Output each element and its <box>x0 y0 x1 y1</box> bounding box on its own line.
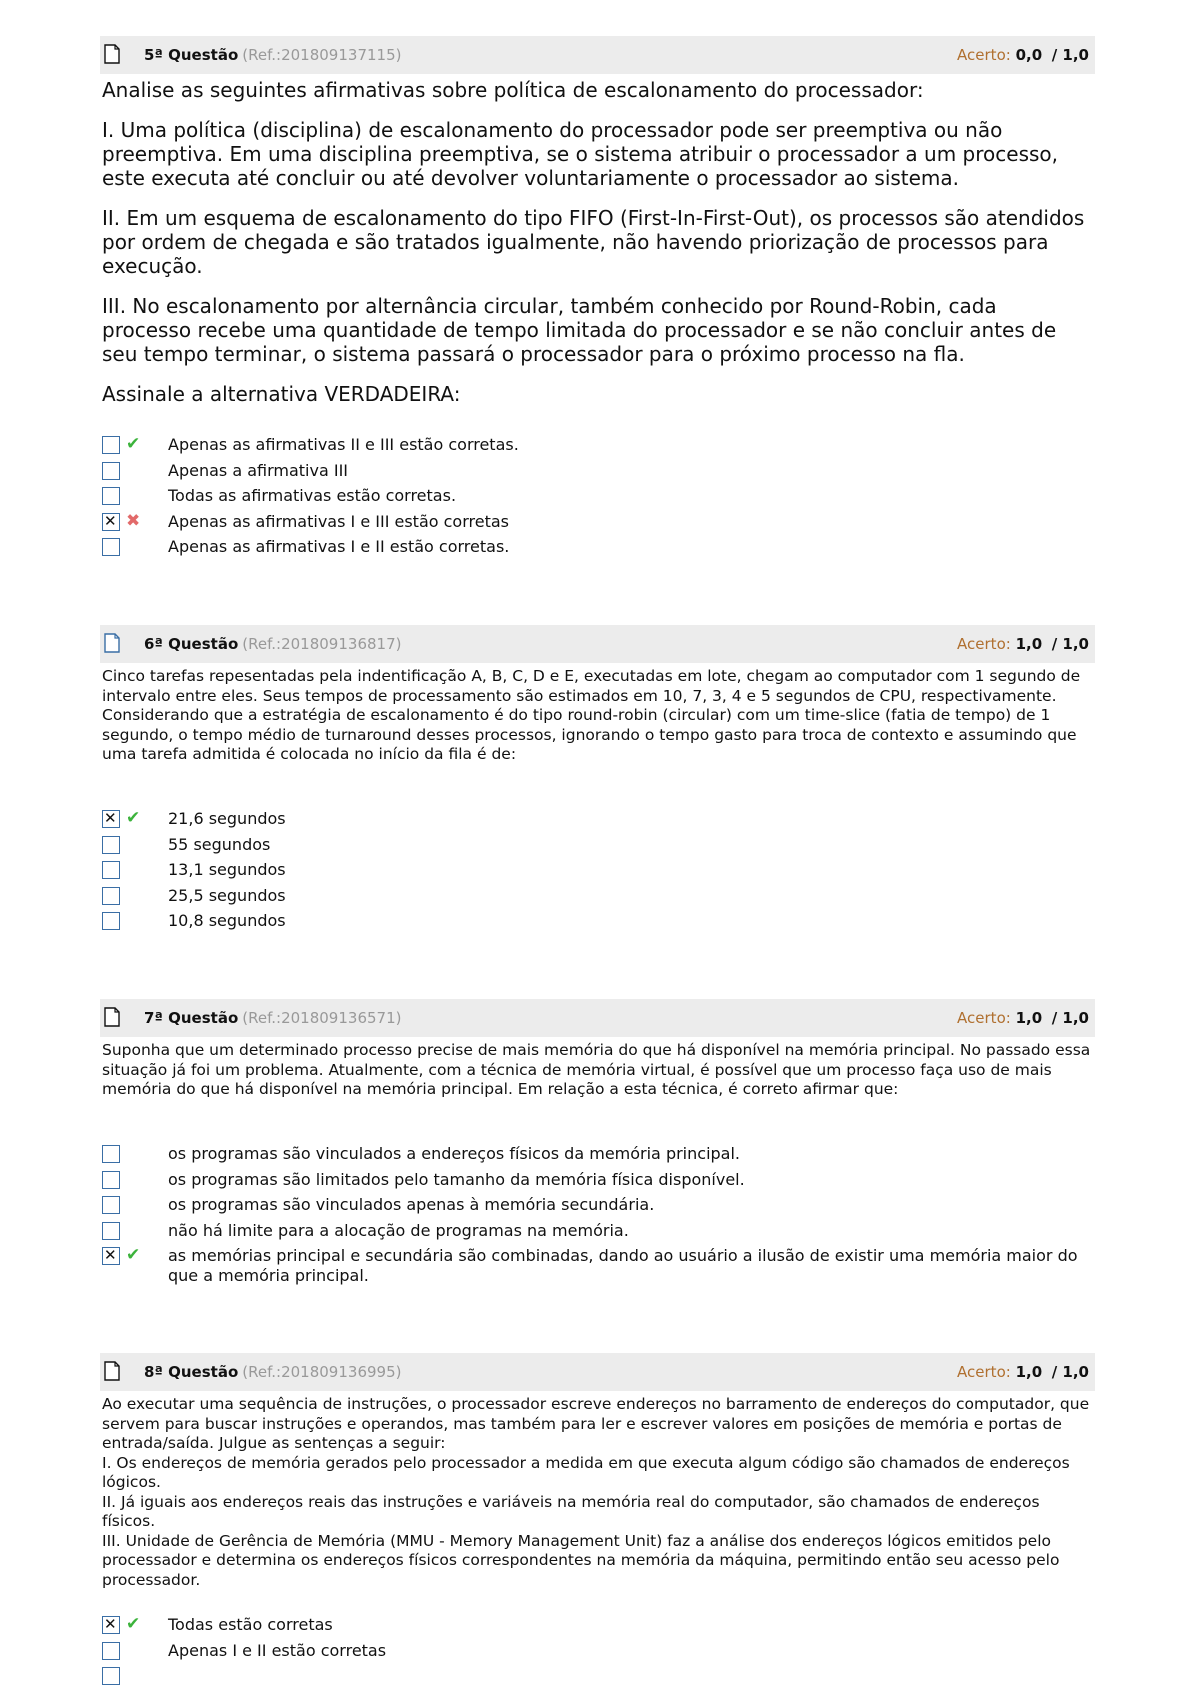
question-ref: (Ref.:201809136571) <box>242 1009 402 1027</box>
checkbox[interactable] <box>102 1145 120 1163</box>
document-icon <box>104 633 120 653</box>
question-6 <box>100 625 1095 930</box>
option-label: os programas são limitados pelo tamanho da memória física disponível. <box>168 1169 745 1189</box>
option-label: 21,6 segundos <box>168 809 286 828</box>
checkmark-icon: ✔ <box>126 808 141 828</box>
option-label: Apenas I e II estão corretas <box>168 1640 387 1660</box>
option-label: Apenas as afirmativas II e III estão corretas. <box>168 435 519 454</box>
checked-checkbox[interactable] <box>102 810 120 828</box>
checkbox[interactable] <box>102 1642 120 1660</box>
cross-icon: ✖ <box>126 510 141 531</box>
checked-checkbox[interactable] <box>102 1616 120 1634</box>
document-icon <box>104 1007 120 1027</box>
option-label: os programas são vinculados a endereços físicos da memória principal. <box>168 1144 740 1163</box>
score: Acerto: 0,0 / 1,0 <box>957 46 1089 64</box>
question-title: 7ª Questão (Ref.:201809136571) <box>144 1009 402 1027</box>
checked-checkbox[interactable] <box>102 513 120 531</box>
option-label: Apenas as afirmativas I e II estão corretas. <box>168 537 510 556</box>
option-label: não há limite para a alocação de programas na memória. <box>168 1220 629 1240</box>
question-text: Ao executar uma sequência de instruções, o processador escreve endereços no barramento de endereços do computador, que servem para buscar instruções e operandos, mas também para ler e escrever valores em posições de memória e portas de entrada/saída. Julgue as sentenças a seguir: I. Os endereços de memória gerados pelo processador a medida em que executa algum código são chamados de endereços lógicos. II. Já iguais aos endereços reais das instruções e variáveis na memória real do computador, são chamados de endereços físicos. III. Unidade de Gerência de Memória (MMU - Memory Management Unit) faz a análise dos endereços lógicos emitidos pelo processador e determina os endereços físicos correspondentes na memória da máquina, permitindo então seu acesso pelo processador. <box>102 1395 1090 1589</box>
question-text: Suponha que um determinado processo precise de mais memória do que há disponível na memória principal. No passado essa situação já foi um problema. Atualmente, com a técnica de memória virtual, é possível que um processo faça uso de mais memória do que há disponível na memória principal. Em relação a esta técnica, é correto afirmar que: <box>102 1041 1091 1098</box>
option-label: as memórias principal e secundária são combinadas, dando ao usuário a ilusão de existir uma memória maior do que a memória principal. <box>168 1246 1078 1285</box>
question-title: 5ª Questão (Ref.:201809137115) <box>144 46 402 64</box>
question-ref: (Ref.:201809136995) <box>242 1363 402 1381</box>
checkbox[interactable] <box>102 887 120 905</box>
question-header <box>100 1353 1095 1391</box>
document-icon <box>104 1361 120 1381</box>
option-label: Todas as afirmativas estão corretas. <box>168 486 457 505</box>
option-label: 25,5 segundos <box>168 885 286 905</box>
checkbox[interactable] <box>102 1196 120 1214</box>
checkbox[interactable] <box>102 1222 120 1240</box>
question-5 <box>100 36 1095 556</box>
checkbox[interactable] <box>102 861 120 879</box>
option-label: 10,8 segundos <box>168 911 286 930</box>
question-title: 8ª Questão (Ref.:201809136995) <box>144 1363 402 1381</box>
checkbox[interactable] <box>102 1171 120 1189</box>
question-text: Analise as seguintes afirmativas sobre política de escalonamento do processador: I. Uma política (disciplina) de escalonamento do processador pode ser preemptiva ou não preemptiva. Em uma disciplina preemptiva, se o sistema atribuir o processador a um processo, este executa até concluir ou até devolver voluntariamente o processador ao sistema. II. Em um esquema de escalonamento do tipo FIFO (First-In-First-Out), os processos são atendidos por ordem de chegada e são tratados igualmente, não havendo priorização de processos para execução. III. No escalonamento por alternância circular, também conhecido por Round-Robin, cada processo recebe uma quantidade de tempo limitada do processador e se não concluir antes de seu tempo terminar, o sistema passará o processador para o próximo processo na fla. Assinale a alternativa VERDADEIRA: <box>102 78 1085 406</box>
checkbox[interactable] <box>102 836 120 854</box>
checkbox[interactable] <box>102 912 120 930</box>
question-7 <box>100 999 1095 1285</box>
question-ref: (Ref.:201809137115) <box>242 46 402 64</box>
question-ref: (Ref.:201809136817) <box>242 635 402 653</box>
checkbox[interactable] <box>102 538 120 556</box>
question-8 <box>100 1353 1095 1660</box>
question-title: 6ª Questão (Ref.:201809136817) <box>144 635 402 653</box>
option-label: os programas são vinculados apenas à memória secundária. <box>168 1195 655 1214</box>
option-label: Apenas as afirmativas I e III estão corretas <box>168 511 509 531</box>
option-label: Todas estão corretas <box>168 1615 333 1634</box>
question-header <box>100 625 1095 663</box>
score: Acerto: 1,0 / 1,0 <box>957 1363 1089 1381</box>
checkbox[interactable] <box>102 1667 120 1685</box>
option-label: 13,1 segundos <box>168 860 286 879</box>
checkmark-icon: ✔ <box>126 434 141 454</box>
checkbox[interactable] <box>102 462 120 480</box>
checkbox[interactable] <box>102 487 120 505</box>
document-icon <box>104 44 120 64</box>
question-text: Cinco tarefas repesentadas pela indentificação A, B, C, D e E, executadas em lote, chegam ao computador com 1 segundo de intervalo entre eles. Seus tempos de processamento são estimados em 10, 7, 3, 4 e 5 segundos de CPU, respectivamente. Considerando que a estratégia de escalonamento é do tipo round-robin (circular) com um time-slice (fatia de tempo) de 1 segundo, o tempo médio de turnaround desses processos, ignorando o tempo gasto para troca de contexto e assumindo que uma tarefa admitida é colocada no início da fila é de: <box>102 667 1081 763</box>
score: Acerto: 1,0 / 1,0 <box>957 1009 1089 1027</box>
question-header <box>100 999 1095 1037</box>
question-header <box>100 36 1095 74</box>
checked-checkbox[interactable] <box>102 1247 120 1265</box>
option-label: Apenas a afirmativa III <box>168 460 349 480</box>
checkmark-icon: ✔ <box>126 1614 141 1634</box>
score: Acerto: 1,0 / 1,0 <box>957 635 1089 653</box>
checkbox[interactable] <box>102 436 120 454</box>
option-label: 55 segundos <box>168 834 271 854</box>
checkmark-icon: ✔ <box>126 1245 141 1265</box>
